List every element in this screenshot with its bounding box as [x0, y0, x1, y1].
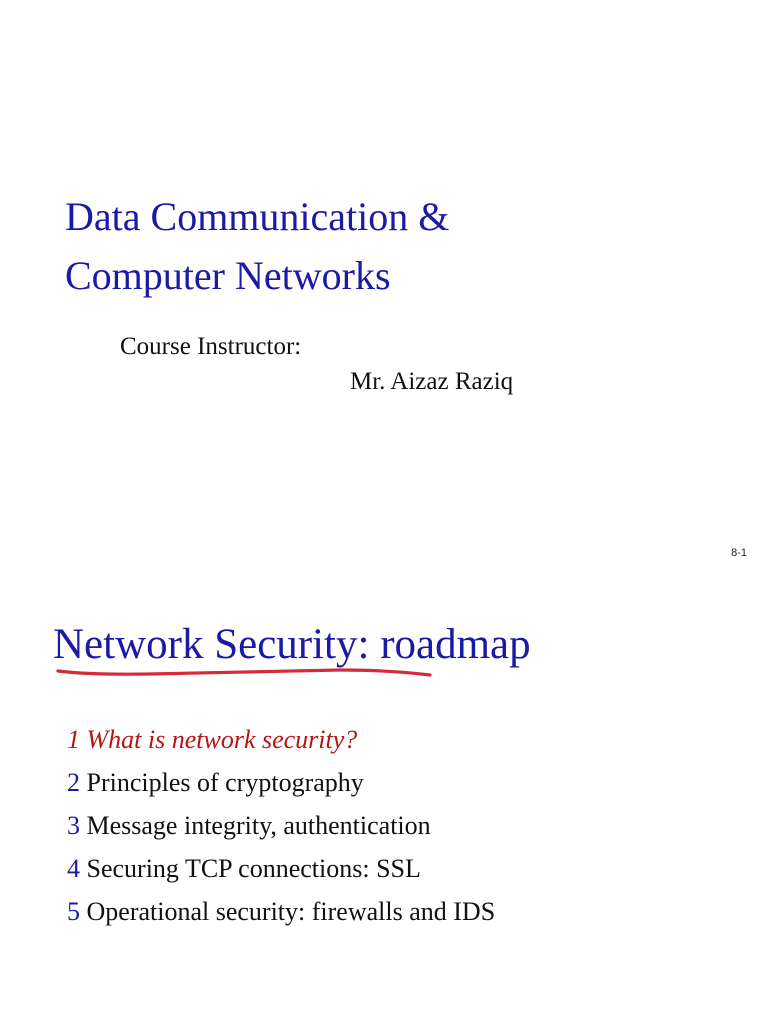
- roadmap-item-number: 5: [67, 897, 80, 926]
- roadmap-slide: [0, 576, 768, 1024]
- roadmap-item-text: Securing TCP connections: SSL: [80, 854, 421, 883]
- course-title-line-1: Data Communication &: [65, 194, 450, 239]
- roadmap-item-text: Principles of cryptography: [80, 768, 364, 797]
- roadmap-item-text: What is network security?: [80, 725, 358, 754]
- roadmap-item-number: 4: [67, 854, 80, 883]
- course-title-line-2: Computer Networks: [65, 253, 391, 298]
- roadmap-title: Network Security: roadmap: [53, 621, 531, 668]
- roadmap-item: [67, 810, 495, 853]
- roadmap-item: [67, 724, 495, 767]
- instructor-label: Course Instructor:: [120, 333, 302, 360]
- roadmap-item-number: 2: [67, 768, 80, 797]
- roadmap-item: [67, 767, 495, 810]
- underline-stroke: [58, 670, 430, 675]
- roadmap-item: [67, 853, 495, 896]
- roadmap-item: [67, 896, 495, 939]
- instructor-name: Mr. Aizaz Raziq: [350, 368, 514, 395]
- roadmap-item-text: Message integrity, authentication: [80, 811, 431, 840]
- slide-number: 8-1: [731, 547, 747, 559]
- roadmap-item-text: Operational security: firewalls and IDS: [80, 897, 496, 926]
- handwritten-underline: [50, 662, 450, 686]
- roadmap-list: [67, 724, 495, 939]
- roadmap-item-number: 3: [67, 811, 80, 840]
- roadmap-item-number: 1: [67, 725, 80, 754]
